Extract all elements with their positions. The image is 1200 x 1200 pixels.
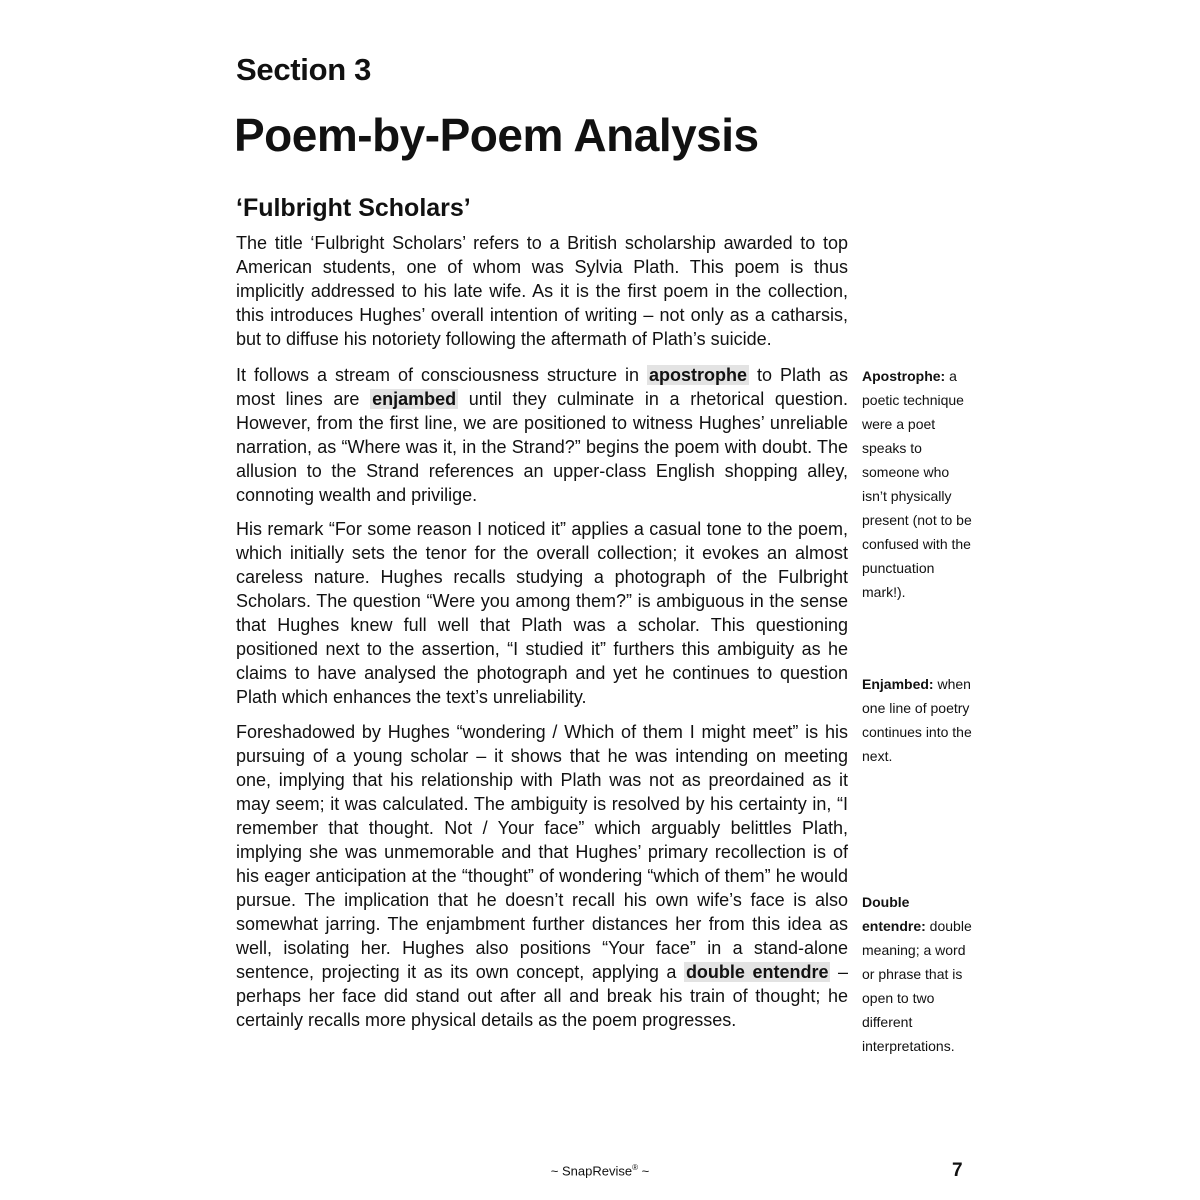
paragraph-text: – perhaps her face did stand out after all and break his train of thought; he certainly recalls more physical details as the poem progresses. <box>236 962 849 1030</box>
glossary-term: Enjambed: <box>862 676 934 692</box>
glossary-apostrophe <box>862 364 974 604</box>
glossary-definition: double meaning; a word or phrase that is open to two different interpretations. <box>862 918 972 1054</box>
glossary-definition: when one line of poetry continues into the next. <box>862 676 972 764</box>
section-label: Section 3 <box>236 52 372 87</box>
paragraph-text: It follows a stream of consciousness structure in <box>236 365 647 385</box>
page-number: 7 <box>952 1160 963 1181</box>
glossary-enjambed <box>862 672 974 768</box>
page-title: Poem-by-Poem Analysis <box>234 109 759 161</box>
paragraph-tone: His remark “For some reason I noticed it” applies a casual tone to the poem, which initially sets the tenor for the overall collection; it evokes an almost careless nature. Hughes recalls studying a photograph of the Fulbright Scholars. The question “Were you among them?” is ambiguous in the sense that Hughes knew full well that Plath was a scholar. This questioning positioned next to the assertion, “I studied it” furthers this ambiguity as he claims to have analysed the photograph and yet he continues to question Plath which enhances the text’s unreliability. <box>236 519 848 707</box>
term-double-entendre: double entendre <box>685 962 829 982</box>
term-apostrophe: apostrophe <box>648 365 747 385</box>
footer-brand <box>0 1163 1200 1178</box>
registered-mark: ® <box>632 1163 638 1172</box>
paragraph-structure <box>236 363 848 507</box>
term-enjambed: enjambed <box>372 389 457 409</box>
paragraph-text: to Plath as most lines are <box>236 365 848 409</box>
glossary-definition: a poetic technique were a poet speaks to someone who isn’t physically present (not to be confused with the punctuation mark!). <box>862 368 972 600</box>
paragraph-foreshadowing <box>236 720 848 1032</box>
brand-suffix: ~ <box>638 1163 650 1179</box>
paragraph-text: until they culminate in a rhetorical question. However, from the first line, we are positioned to witness Hughes’ unreliable narration, as “Where was it, in the Strand?” begins the poem with doubt. The allusion to the Strand references an upper-class English shopping alley, connoting wealth and privilige. <box>236 389 848 505</box>
glossary-term: Apostrophe: <box>862 368 946 384</box>
paragraph-text: Foreshadowed by Hughes “wondering / Which of them I might meet” is his pursuing of a young scholar – it shows that he was intending on meeting one, implying that his relationship with Plath was not as preordained as it may seem; it was calculated. The ambiguity is resolved by his certainty in, “I remember that thought. Not / Your face” which arguably belittles Plath, implying she was unmemorable and that Hughes’ primary recollection is of his eager anticipation at the “thought” of wondering “which of them” he would pursue. The implication that he doesn’t recall his own wife’s face is also somewhat jarring. The enjambment further distances her from this idea as well, isolating her. Hughes also positions “Your face” in a stand-alone sentence, projecting it as its own concept, applying a <box>236 722 848 982</box>
brand-name: ~ SnapRevise <box>550 1163 633 1179</box>
glossary-term: Double entendre: <box>862 894 926 934</box>
paragraph-title-intro: The title ‘Fulbright Scholars’ refers to a British scholarship awarded to top American students, one of whom was Sylvia Plath. This poem is thus implicitly addressed to his late wife. As it is the first poem in the collection, this introduces Hughes’ overall intention of writing – not only as a catharsis, but to diffuse his notoriety following the aftermath of Plath’s suicide. <box>236 233 848 349</box>
poem-title: ‘Fulbright Scholars’ <box>236 194 471 222</box>
glossary-double-entendre <box>862 890 974 1058</box>
